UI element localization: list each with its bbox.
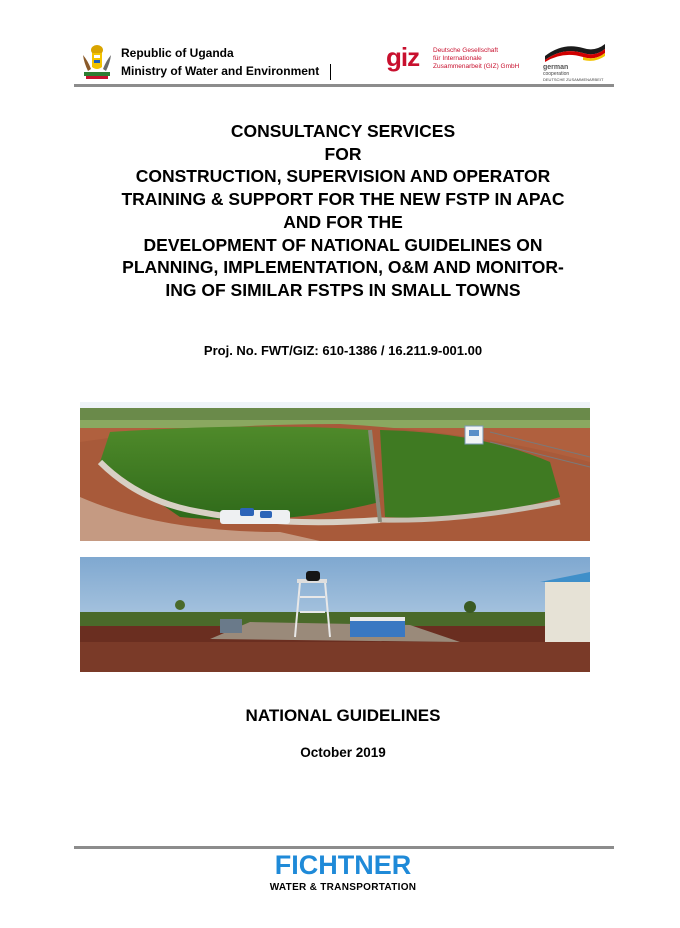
fichtner-logo: FICHTNER: [274, 850, 412, 880]
title-line: AND FOR THE: [283, 211, 403, 232]
giz-name-line: für Internationale: [433, 55, 482, 62]
ministry-name: Ministry of Water and Environment: [121, 64, 320, 78]
footer-rule: [74, 846, 614, 849]
title-line: TRAINING & SUPPORT FOR THE NEW FSTP IN APAC: [121, 189, 565, 210]
giz-name-line: Zusammenarbeit (GIZ) GmbH: [433, 63, 520, 70]
country-name: Republic of Uganda: [121, 46, 234, 60]
giz-name: [433, 47, 519, 71]
title-line: DEVELOPMENT OF NATIONAL GUIDELINES ON: [143, 234, 543, 255]
title-line: CONSTRUCTION, SUPERVISION AND OPERATOR: [135, 166, 551, 187]
header-rule: [74, 84, 614, 87]
uganda-coat-of-arms: [80, 41, 114, 81]
document-date: October 2019: [300, 745, 386, 760]
giz-logo: giz: [386, 42, 420, 72]
photo-treatment-site: [80, 557, 590, 672]
coop-line: cooperation: [543, 71, 570, 77]
title-line: ING OF SIMILAR FSTPS IN SMALL TOWNS: [165, 279, 521, 300]
giz-name-line: Deutsche Gesellschaft: [433, 47, 499, 54]
text-cursor: [330, 64, 331, 80]
fichtner-division: WATER & TRANSPORTATION: [269, 882, 417, 893]
project-number: Proj. No. FWT/GIZ: 610-1386 / 16.211.9-001.00: [203, 343, 483, 358]
german-cooperation-logo: [543, 40, 607, 80]
title-line: FOR: [324, 143, 362, 164]
coop-line: DEUTSCHE ZUSAMMENARBEIT: [543, 77, 604, 82]
photo-drying-beds: [80, 402, 590, 541]
document-title: [60, 120, 626, 302]
document-type: NATIONAL GUIDELINES: [245, 706, 441, 725]
coop-line: german: [543, 64, 569, 71]
title-line: PLANNING, IMPLEMENTATION, O&M AND MONITOR-: [122, 257, 564, 278]
title-line: CONSULTANCY SERVICES: [230, 121, 456, 141]
